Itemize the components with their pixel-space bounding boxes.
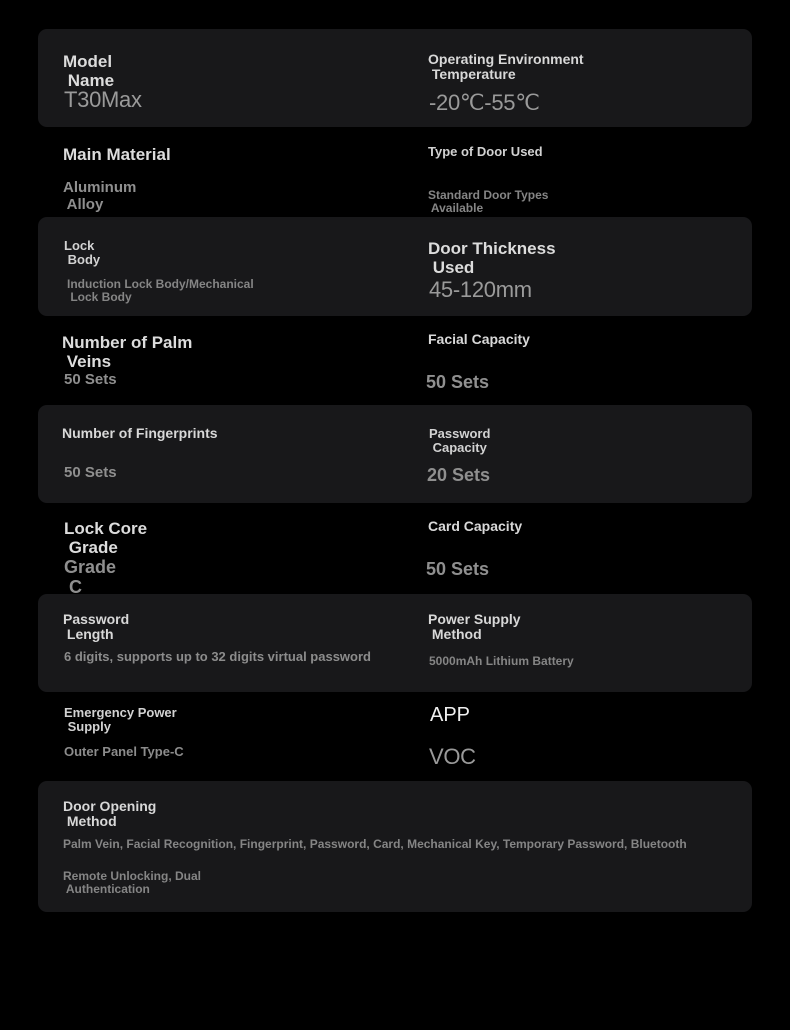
- door-type-value: Standard Door Types Available: [428, 188, 549, 216]
- password-length-label: Password Length: [63, 611, 130, 643]
- door-thickness-label: Door Thickness Used: [428, 239, 556, 277]
- palm-veins-label: Number of Palm Veins: [62, 333, 193, 371]
- lock-core-value: Grade C: [64, 557, 117, 597]
- door-opening-value-line1: Palm Vein, Facial Recognition, Fingerprint, Password, Card, Mechanical Key, Temporary Password, Bluetooth: [63, 837, 687, 851]
- emergency-power-value: Outer Panel Type-C: [64, 744, 184, 759]
- facial-capacity-value: 50 Sets: [426, 372, 490, 392]
- card-capacity-label: Card Capacity: [428, 518, 523, 534]
- lock-body-value: Induction Lock Body/Mechanical Lock Body: [67, 277, 254, 305]
- power-supply-label: Power Supply Method: [428, 611, 521, 643]
- password-length-value: 6 digits, supports up to 32 digits virtual password: [64, 649, 371, 664]
- app-value: VOC: [429, 744, 476, 769]
- door-type-label: Type of Door Used: [428, 144, 543, 159]
- fingerprints-label: Number of Fingerprints: [62, 425, 218, 441]
- spec-row-panel-4: [38, 594, 752, 692]
- main-material-label: Main Material: [63, 145, 171, 164]
- app-label: APP: [430, 704, 471, 726]
- door-thickness-value: 45-120mm: [429, 277, 532, 302]
- card-capacity-value: 50 Sets: [426, 559, 490, 579]
- main-material-value: Aluminum Alloy: [63, 179, 137, 213]
- model-name-value: T30Max: [64, 87, 142, 112]
- door-opening-label: Door Opening Method: [63, 798, 157, 830]
- palm-veins-value: 50 Sets: [64, 371, 117, 388]
- lock-core-label: Lock Core Grade: [64, 519, 148, 557]
- facial-capacity-label: Facial Capacity: [428, 331, 530, 347]
- model-name-label: Model Name: [63, 52, 115, 90]
- spec-row-panel-1: [38, 29, 752, 127]
- power-supply-value: 5000mAh Lithium Battery: [429, 654, 574, 668]
- spec-row-panel-3: [38, 405, 752, 503]
- lock-body-label: Lock Body: [64, 238, 101, 268]
- emergency-power-label: Emergency Power Supply: [64, 705, 177, 735]
- operating-temp-label: Operating Environment Temperature: [428, 51, 584, 83]
- password-capacity-value: 20 Sets: [427, 465, 491, 485]
- password-capacity-label: Password Capacity: [429, 426, 491, 456]
- fingerprints-value: 50 Sets: [64, 464, 117, 481]
- door-opening-value-line2: Remote Unlocking, Dual Authentication: [63, 869, 202, 897]
- operating-temp-value: -20℃-55℃: [429, 90, 540, 115]
